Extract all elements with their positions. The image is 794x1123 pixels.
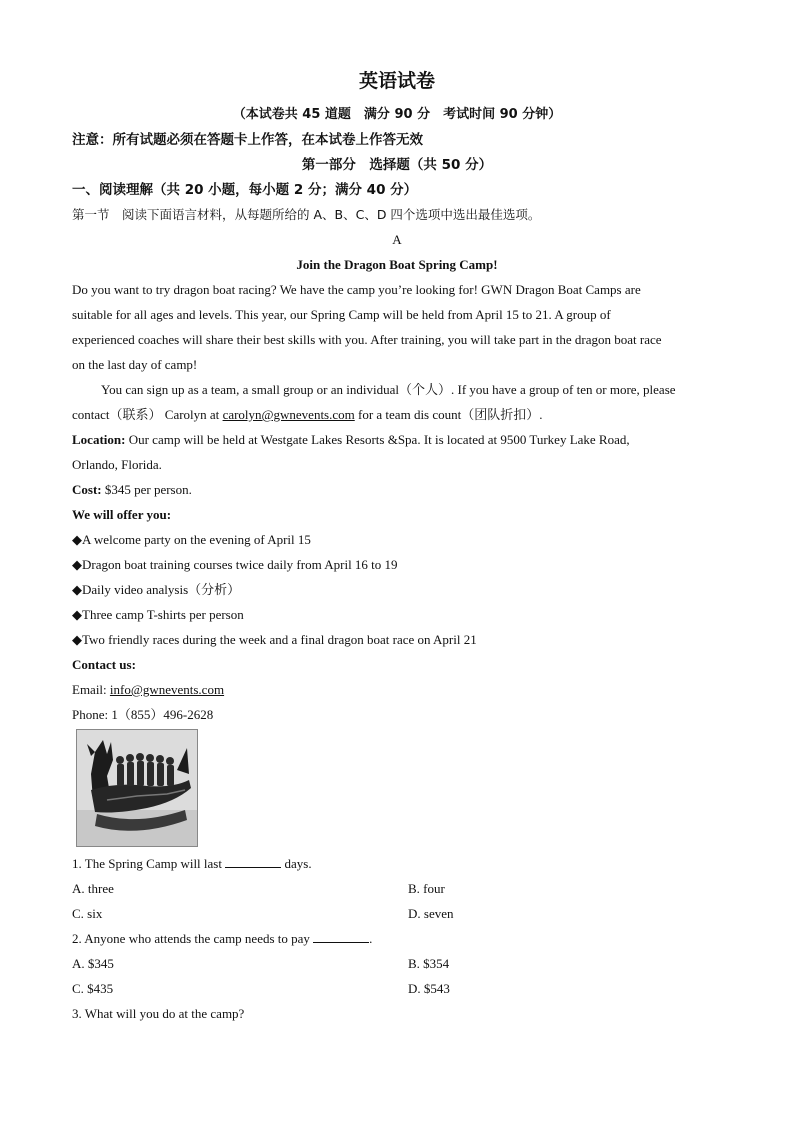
option-1b[interactable]: B. four [408, 881, 445, 896]
passage-p1-line-2: suitable for all ages and levels. This year, our Spring Camp will be held from April 15 to 21. A group of [72, 307, 611, 322]
question-3-stem: 3. What will you do at the camp? [72, 1006, 245, 1021]
location-line-2: Orlando, Florida. [72, 457, 162, 472]
email-line [72, 681, 224, 699]
option-2c[interactable]: C. $435 [72, 981, 114, 996]
option-1a[interactable]: A. three [72, 881, 114, 896]
location-label: Location: [72, 432, 126, 447]
page-title: 英语试卷 [358, 70, 435, 92]
dragon-boat-photo [76, 729, 198, 847]
info-email-link[interactable]: info@gwnevents.com [109, 682, 225, 697]
offer-item: ◆Daily video analysis（分析） [72, 582, 241, 597]
offer-item: ◆A welcome party on the evening of April 15 [72, 532, 311, 547]
location-text: Our camp will be held at Westgate Lakes Resorts &Spa. It is located at 9500 Turkey Lake Road, [125, 432, 630, 447]
cost-text: $345 per person. [101, 482, 192, 497]
section-title: 一、阅读理解（共 20 小题，每小题 2 分；满分 40 分） [72, 182, 418, 198]
part-title: 第一部分 选择题（共 50 分） [301, 157, 493, 173]
passage-p2-line-1: You can sign up as a team, a small group or an individual（个人）. If you have a group of ten or more, please [101, 382, 676, 397]
question-2-text-end: . [369, 931, 373, 946]
contact-label: Contact us: [72, 657, 136, 672]
question-1-text-end: days. [281, 856, 312, 871]
option-2b[interactable]: B. $354 [408, 956, 450, 971]
contact-text-post: for a team dis count（团队折扣）. [354, 407, 543, 422]
option-2d[interactable]: D. $543 [408, 981, 450, 996]
location-line [72, 431, 630, 449]
section-instruction: 第一节 阅读下面语言材料，从每题所给的 A、B、C、D 四个选项中选出最佳选项。 [72, 207, 541, 222]
cost-line [72, 481, 192, 499]
offer-label: We will offer you: [72, 507, 172, 522]
option-1d[interactable]: D. seven [408, 906, 454, 921]
answer-blank [225, 855, 281, 868]
exam-notice: 注意：所有试题必须在答题卡上作答，在本试卷上作答无效 [72, 132, 423, 148]
passage-p1-line-3: experienced coaches will share their best skills with you. After training, you will take part in the dragon boat race [72, 332, 662, 347]
dragon-boat-illustration [77, 730, 197, 846]
answer-blank [313, 930, 369, 943]
passage-label: A [392, 232, 402, 247]
exam-subtitle: （本试卷共 45 道题 满分 90 分 考试时间 90 分钟） [232, 107, 562, 122]
email-label: Email: [72, 682, 110, 697]
option-1c[interactable]: C. six [72, 906, 103, 921]
offer-item: ◆Three camp T-shirts per person [72, 607, 244, 622]
contact-text-pre: contact（联系） Carolyn at [72, 407, 223, 422]
phone-line: Phone: 1（855）496-2628 [72, 707, 214, 722]
question-1-stem [72, 855, 312, 873]
offer-item: ◆Dragon boat training courses twice daily from April 16 to 19 [72, 557, 398, 572]
option-2a[interactable]: A. $345 [72, 956, 114, 971]
offer-item: ◆Two friendly races during the week and a final dragon boat race on April 21 [72, 632, 477, 647]
question-2-text: 2. Anyone who attends the camp needs to pay [72, 931, 314, 946]
passage-title: Join the Dragon Boat Spring Camp! [296, 257, 498, 272]
question-1-text: 1. The Spring Camp will last [72, 856, 226, 871]
carolyn-email-link[interactable]: carolyn@gwnevents.com [222, 407, 355, 422]
cost-label: Cost: [72, 482, 102, 497]
passage-p2-line-2 [72, 406, 543, 424]
passage-p1-line-4: on the last day of camp! [72, 357, 198, 372]
passage-p1-line-1: Do you want to try dragon boat racing? We have the camp you’re looking for! GWN Dragon Boat Camps are [72, 282, 641, 297]
question-2-stem [72, 930, 372, 948]
